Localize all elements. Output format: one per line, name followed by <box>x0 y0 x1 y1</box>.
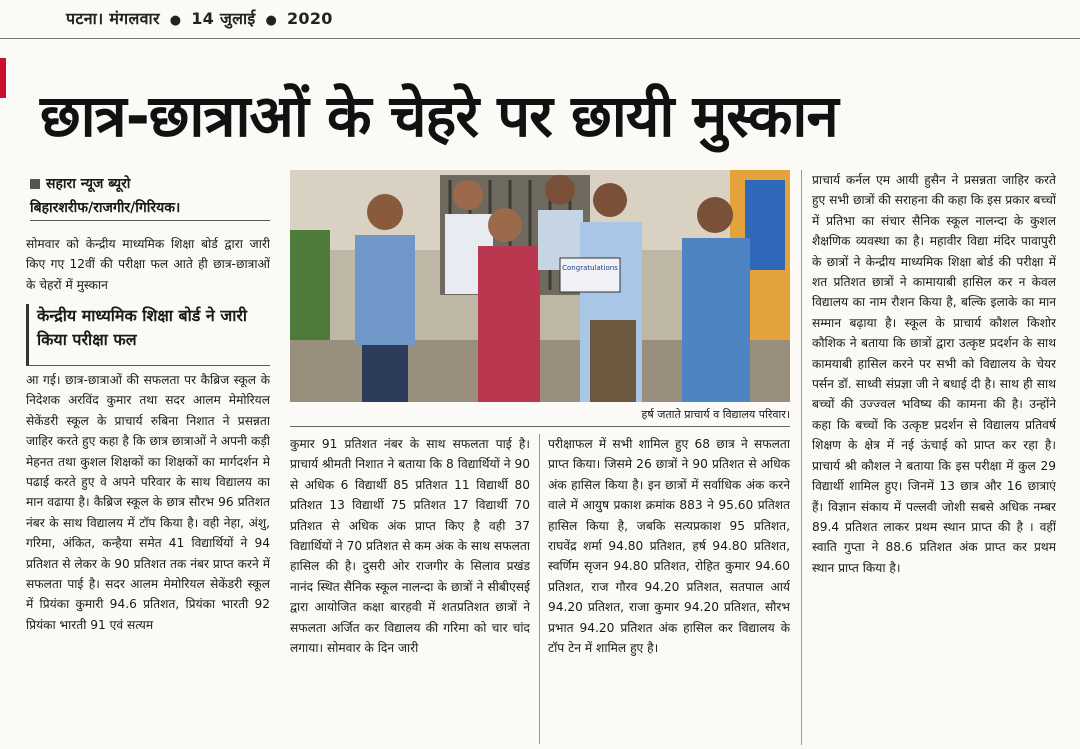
dateline-year: 2020 <box>287 9 333 28</box>
byline-bureau-text: सहारा न्यूज ब्यूरो <box>46 176 131 192</box>
dateline-city: पटना <box>66 9 98 28</box>
byline-bureau <box>30 172 270 196</box>
column-1 <box>26 370 270 744</box>
bullet-icon: ● <box>169 13 182 28</box>
photo-caption: हर्ष जताते प्राचार्य व विद्यालय परिवार। <box>290 404 790 427</box>
byline <box>30 172 270 221</box>
lead-paragraph <box>26 234 270 304</box>
section-marker <box>0 58 6 98</box>
news-photo <box>290 170 790 402</box>
column-divider <box>801 170 802 745</box>
column-2 <box>290 434 530 744</box>
lead-text: सोमवार को केन्द्रीय माध्यमिक शिक्षा बोर्ड द्वारा जारी किए गए 12वीं की परीक्षा फल आते ही छात्र-छात्राओं के चेहरों में मुस्कान <box>26 237 270 292</box>
photo-banner-text: Congratulations <box>562 264 618 272</box>
group-photo <box>290 170 790 402</box>
column-divider <box>539 434 540 744</box>
column-2-text: कुमार 91 प्रतिशत नंबर के साथ सफलता पाई है। प्राचार्य श्रीमती निशात ने बताया कि 8 विद्यार्थियों ने 90 से अधिक 6 विद्यार्थी 85 प्रतिशत 11 विद्यार्थी 80 प्रतिशत 13 विद्यार्थी 75 प्रतिशत 17 विद्यार्थी 70 प्रतिशत से अधिक अंक प्राप्त किए है वही 37 विद्यार्थियों ने 70 प्रतिशत से कम अंक के साथ सफलता हासिल की है। दुसरी ओर राजगीर के सिलाव प्रखंड नानंद स्थित सैनिक स्कूल नालन्दा के छात्रों ने सीबीएसई द्वारा आयोजित कक्षा बारहवी में शतप्रतिशत छात्रों ने सफलता अर्जित कर विद्यालय की गरिमा को चार चांद लगाया। सोमवार के दिन जारी <box>290 437 530 656</box>
subheadline: केन्द्रीय माध्यमिक शिक्षा बोर्ड ने जारी किया परीक्षा फल <box>26 304 270 366</box>
byline-places: बिहारशरीफ/राजगीर/गिरियक। <box>30 196 270 221</box>
dateline-bar <box>0 0 1080 39</box>
dateline-text: पटना। मंगलवार ● 14 जुलाई ● 2020 <box>66 9 333 28</box>
column-1-text: आ गई। छात्र-छात्राओं की सफलता पर कैब्रिज स्कूल के निदेशक अरविंद कुमार तथा सदर आलम मेमोरियल सेकेंडरी स्कूल के प्राचार्य रुबिना निशात ने प्रसन्नता जाहिर करते हुए कहा है कि छात्र छात्राओं ने अपनी कड़ी मेहनत तथा कुशल शिक्षकों का शिक्षकों का मार्गदर्शन मे पढाई करते हुए वे अपने परिवार के साथ विद्यालय का मान वढाया है। कैब्रिज स्कूल के छात्र सौरभ 96 प्रतिशत नंबर के साथ विद्यालय में टॉप किया है। वही नेहा, अंशु, गरिमा, अंकित, कन्हैया समेत 41 विद्यार्थियों ने 94 प्रतिशत से लेकर के 90 प्रतिशत तक नंबर प्राप्त करने में सफलता पाई है। सदर आलम मेमोरियल सेकेंडरी स्कूल में प्रियंका कुमारी 94.6 प्रतिशत, प्रियंका भारती 92 प्रियंका भारती 91 एवं सत्यम <box>26 373 270 632</box>
dateline-date: 14 जुलाई <box>191 9 256 28</box>
bullet-icon: ● <box>265 13 278 28</box>
headline: छात्र-छात्राओं के चेहरे पर छायी मुस्कान <box>40 82 838 150</box>
column-4-text: प्राचार्य कर्नल एम आयी हुसैन ने प्रसन्नता जाहिर करते हुए सभी छात्रों की सराहना की कहा कि इस प्रकार बच्चों में प्रतिभा का संचार सैनिक स्कूल नालन्दा के कुशल शैक्षणिक व्यवस्था का है। महावीर विद्या मंदिर पावापुरी के छात्रों ने केन्द्रीय माध्यमिक शिक्षा बोर्ड की परीक्षा में शत प्रतिशत छात्रों ने कामायाबी हासिल कर न केवल विद्यालय का नाम रौशन किया है, बल्कि इलाके का मान सम्मान बढ़ाया है। स्कूल के प्राचार्य कौशल किशोर कौशिक ने बताया कि छात्रों द्वारा उत्कृष्ट प्रदर्शन के साथ कामयाबी हासिल करने पर सभी को विद्यालय के चेयर पर्सन डॉ. साध्वी संप्रज्ञा जी ने बधाई दी है। साथ ही साथ बच्चों की उज्ज्वल भविष्य की कामना की है। उन्होंने कहा कि बच्चों कि उत्कृष्ट प्रदर्शन से विद्यालय प्रतिवर्ष शिक्षण के क्षेत्र में नई ऊंचाई को प्राप्त कर रहा है। प्राचार्य श्री कौशल ने बताया कि इस परीक्षा में कुल 29 विद्यार्थी शामिल हुए। जिनमें 13 छात्र और 16 छात्राएं हैं। विज्ञान संकाय में पल्लवी जोशी सबसे अधिक नम्बर 89.4 प्रतिशत लाकर प्रथम स्थान प्राप्त की है । वहीं स्वाति गुप्ता ने 88.6 प्रतिशत अंक प्राप्त कर प्रथम स्थान प्राप्त किया है। <box>812 173 1056 575</box>
column-3 <box>548 434 790 744</box>
column-4 <box>812 170 1056 745</box>
dateline-day: मंगलवार <box>109 9 160 28</box>
column-3-text: परीक्षाफल में सभी शामिल हुए 68 छात्र ने सफलता प्राप्त किया। जिसमे 26 छात्रों ने 90 प्रतिशत से अधिक अंक हासिल किया है। इन छात्रों में सर्वाधिक अंक करने वाले में आयुष प्रकाश क्रमांक 883 ने 95.60 प्रतिशत हासिल किया है, जबकि सत्यप्रकाश 95 प्रतिशत, राघवेंद्र शर्मा 94.80 प्रतिशत, हर्ष 94.80 प्रतिशत, स्वर्णिम सृजन 94.80 प्रतिशत, रोहित कुमार 94.60 प्रतिशत, राज गौरव 94.20 प्रतिशत, सतपाल आर्य 94.20 प्रतिशत, राजा कुमार 94.20 प्रतिशत, सौरभ प्रभात 94.20 प्रतिशत अंक हासिल कर विद्यालय के टॉप टेन में शामिल हुए है। <box>548 437 790 656</box>
square-bullet-icon <box>30 179 40 189</box>
